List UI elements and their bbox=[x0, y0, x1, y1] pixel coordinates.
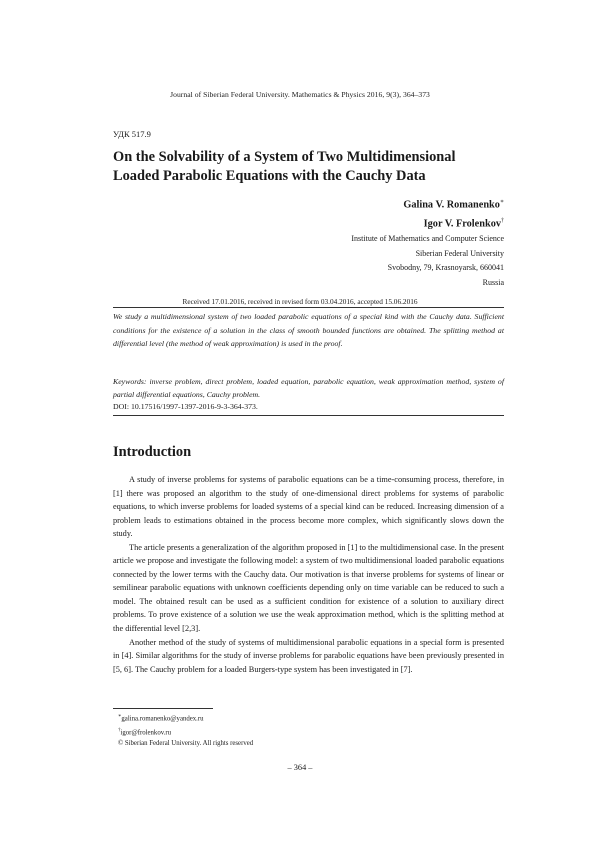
keywords bbox=[113, 375, 504, 401]
affiliation-line: Siberian Federal University bbox=[415, 248, 504, 258]
affiliation-line: Svobodny, 79, Krasnoyarsk, 660041 bbox=[387, 263, 504, 272]
footnotes bbox=[118, 711, 253, 749]
doi: DOI: 10.17516/1997-1397-2016-9-3-364-373. bbox=[113, 402, 258, 411]
footnote: †igor@frolenkov.ru bbox=[118, 727, 172, 736]
paragraph: A study of inverse problems for systems of parabolic equations can be a time-consuming process, therefore, in [1] there was proposed an algorithm to the study of one-dimensional direct problems for systems of parabolic equations, to which inverse problems for loaded systems of a special kind can be reduced. Increasing dimension of a problem leads to estimations obtained in the process become more complex, which significantly slows down the study. bbox=[113, 475, 504, 539]
paragraph: Another method of the study of systems of multidimensional parabolic equations in a special form is presented in [4]. Similar algorithms for the study of inverse problems for parabolic equations have been previously presented in [5, 6]. The Cauchy problem for a loaded Burgers-type system has been investigated in [7]. bbox=[113, 637, 504, 674]
affiliation-line: Russia bbox=[482, 277, 504, 287]
introduction-body bbox=[113, 473, 504, 676]
paper-title-line-2: Loaded Parabolic Equations with the Cauchy Data bbox=[113, 168, 426, 184]
abstract: We study a multidimensional system of two loaded parabolic equations of a special kind with the Cauchy data. Sufficient conditions for the existence of a solution in the class of smooth bounded functions are obtained. The splitting method at differential level (the method of weak approximation) is used in the proof. bbox=[113, 312, 504, 349]
copyright: © Siberian Federal University. All rights reserved bbox=[118, 740, 254, 748]
author: Igor V. Frolenkov† bbox=[423, 218, 504, 230]
udk-code: УДК 517.9 bbox=[113, 129, 151, 139]
author-list bbox=[403, 194, 504, 233]
author-email: igor@frolenkov.ru bbox=[120, 728, 172, 736]
paper-title bbox=[113, 148, 523, 186]
author-email: galina.romanenko@yandex.ru bbox=[121, 715, 204, 723]
footnote-rule bbox=[113, 708, 213, 709]
abstract-top-rule bbox=[113, 307, 504, 308]
paper-title-line-1: On the Solvability of a System of Two Multidimensional bbox=[113, 149, 456, 165]
author: Galina V. Romanenko∗ bbox=[403, 199, 504, 211]
footnote-mark: ∗ bbox=[499, 199, 504, 205]
footnote-mark: † bbox=[501, 218, 504, 225]
affiliation bbox=[351, 232, 504, 290]
keywords-text: inverse problem, direct problem, loaded equation, parabolic equation, weak approximation method, system of partial differential equations, Cauchy problem. bbox=[113, 377, 504, 400]
paragraph: The article presents a generalization of the algorithm proposed in [1] to the multidimensional case. In the present article we propose and investigate the following model: a system of two multidimensional loaded parabolic equations connected by the lower terms with the Cauchy data. Our motivation is that inverse problems for systems of linear or semilinear parabolic equations with unknown coefficients depending only on time variable can be reduced to such a model. The obtained result can be used as a sufficient condition for existence of a solution to auxiliary direct problems. To prove existence of a solution we use the weak approximation method, which is the splitting method at the differential level [2,3]. bbox=[113, 542, 504, 634]
page-number: – 364 – bbox=[287, 763, 313, 772]
journal-header: Journal of Siberian Federal University. Mathematics & Physics 2016, 9(3), 364–373 bbox=[170, 90, 430, 99]
keywords-label: Keywords: bbox=[113, 377, 147, 386]
affiliation-line: Institute of Mathematics and Computer Science bbox=[351, 234, 504, 243]
section-heading: Introduction bbox=[113, 444, 192, 460]
footnote: ∗galina.romanenko@yandex.ru bbox=[118, 714, 204, 723]
received-dates: Received 17.01.2016, received in revised form 03.04.2016, accepted 15.06.2016 bbox=[182, 297, 418, 306]
abstract-bottom-rule bbox=[113, 415, 504, 416]
